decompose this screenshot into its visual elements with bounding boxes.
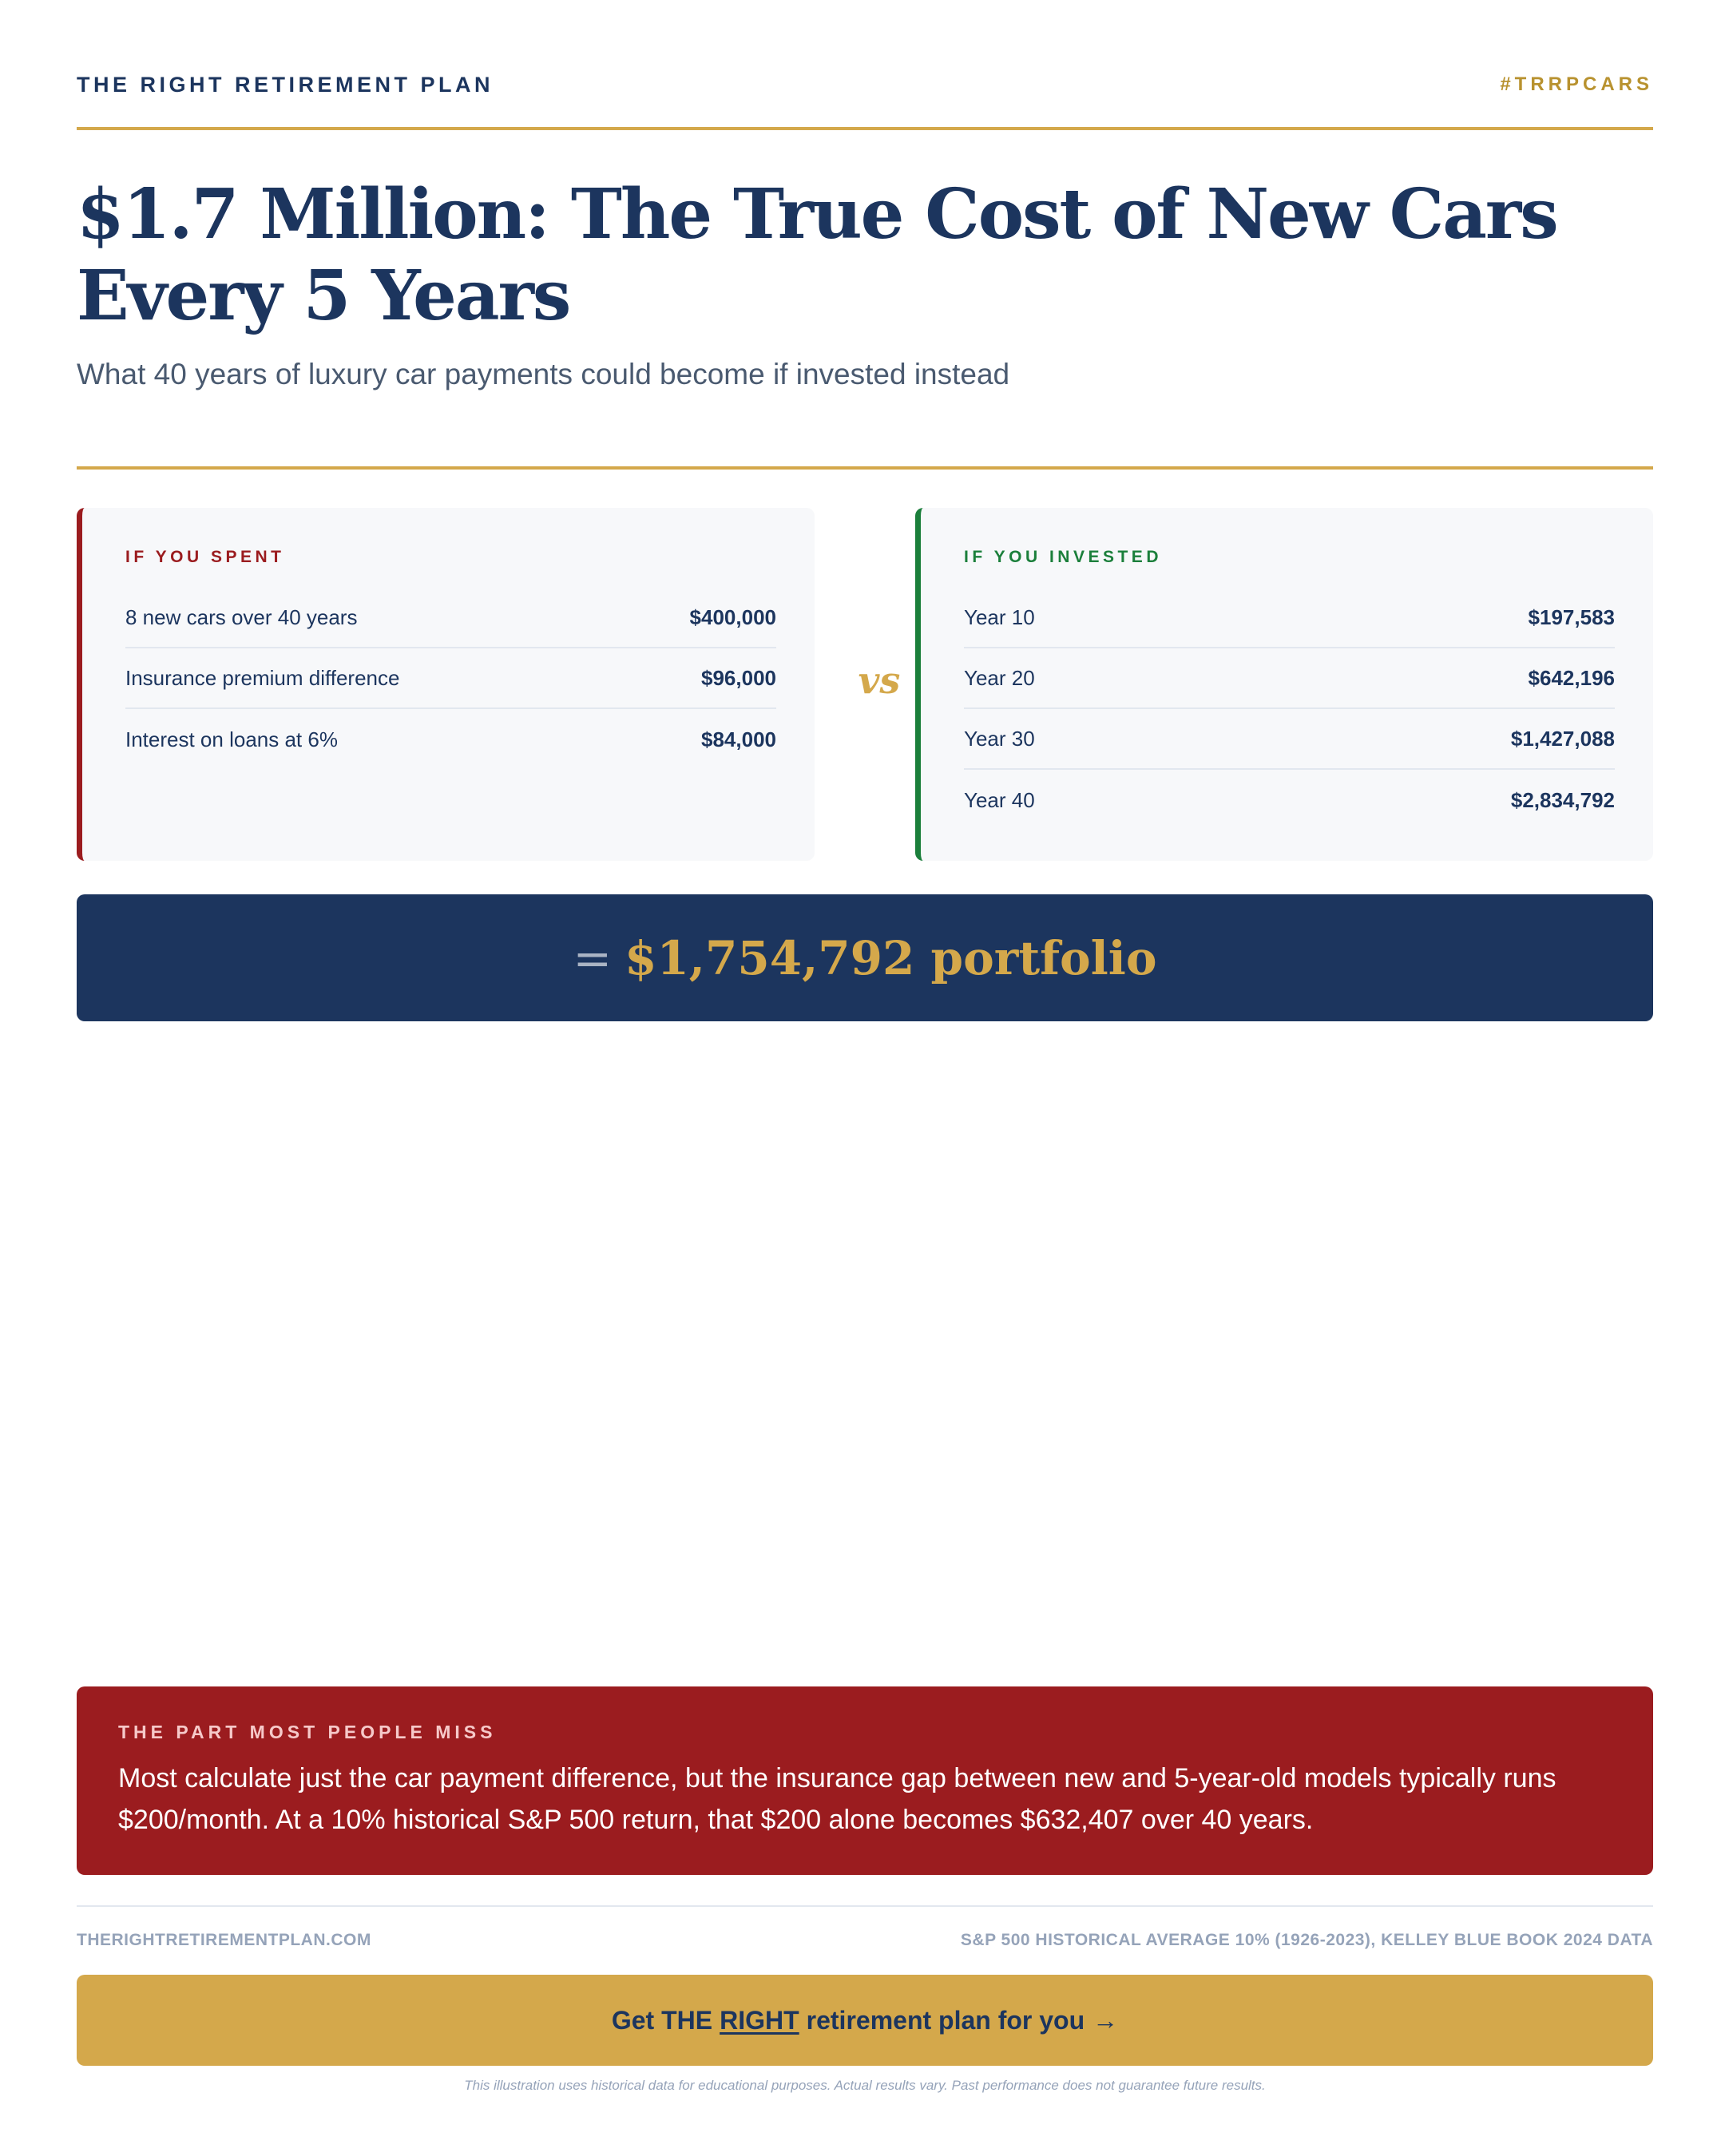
cta-button[interactable] [77, 1975, 1653, 2066]
invested-row-label: Year 20 [964, 665, 1035, 690]
cta-text-pre: Get THE [611, 2005, 713, 2035]
spent-row [125, 588, 776, 648]
brand-name: THE RIGHT RETIREMENT PLAN [77, 72, 494, 97]
cta-text-post: retirement plan for you [806, 2005, 1085, 2035]
spent-card-label: IF YOU SPENT [125, 548, 285, 566]
arrow-right-icon: → [1092, 2005, 1119, 2035]
invested-row [964, 588, 1615, 648]
spent-row-value: $84,000 [701, 727, 776, 751]
invested-row [964, 709, 1615, 770]
invested-card-label: IF YOU INVESTED [964, 548, 1162, 566]
header-divider [77, 127, 1653, 130]
top-bar [77, 70, 1653, 99]
invested-row-value: $642,196 [1528, 665, 1615, 690]
equals-sign: = [573, 930, 613, 985]
invested-row-label: Year 10 [964, 604, 1035, 629]
versus-text: vs [858, 659, 901, 702]
insight-callout [77, 1686, 1653, 1875]
spent-row [125, 648, 776, 709]
spent-row-label: Interest on loans at 6% [125, 727, 338, 751]
spent-card [77, 508, 815, 861]
cta-text-emphasis: RIGHT [720, 2005, 799, 2035]
spent-row [125, 709, 776, 770]
versus-label [843, 659, 915, 702]
page-subtitle: What 40 years of luxury car payments could become if invested instead [77, 358, 1010, 390]
footer-divider [77, 1905, 1653, 1907]
callout-body: Most calculate just the car payment difference, but the insurance gap between new and 5-year-old models typically runs $200/month. At a 10% historical S&P 500 return, that $200 alone becomes $632,407 over 40 years. [118, 1763, 1556, 1835]
website-link[interactable]: THERIGHTRETIREMENTPLAN.COM [77, 1931, 371, 1949]
callout-label: THE PART MOST PEOPLE MISS [118, 1722, 497, 1742]
invested-row-value: $1,427,088 [1510, 726, 1615, 751]
result-banner [77, 894, 1653, 1021]
portfolio-total: $1,754,792 portfolio [625, 930, 1157, 985]
spent-row-value: $400,000 [689, 604, 776, 629]
spent-row-value: $96,000 [701, 665, 776, 690]
invested-row [964, 648, 1615, 709]
disclaimer: This illustration uses historical data for educational purposes. Actual results vary. Past performance does not guarantee future results. [464, 2078, 1266, 2093]
hashtag: #TRRPCARS [1500, 73, 1653, 95]
invested-row [964, 770, 1615, 830]
spent-row-label: 8 new cars over 40 years [125, 604, 358, 629]
data-sources: S&P 500 HISTORICAL AVERAGE 10% (1926-2023), KELLEY BLUE BOOK 2024 DATA [960, 1931, 1653, 1949]
page-title: $1.7 Million: The True Cost of New Cars Every 5 Years [77, 174, 1557, 336]
invested-row-value: $197,583 [1528, 604, 1615, 629]
invested-row-label: Year 30 [964, 726, 1035, 751]
invested-row-value: $2,834,792 [1510, 787, 1615, 812]
section-divider [77, 466, 1653, 470]
spent-row-label: Insurance premium difference [125, 665, 400, 690]
invested-row-label: Year 40 [964, 787, 1035, 812]
infographic-page [77, 0, 1653, 2156]
invested-card [915, 508, 1653, 861]
